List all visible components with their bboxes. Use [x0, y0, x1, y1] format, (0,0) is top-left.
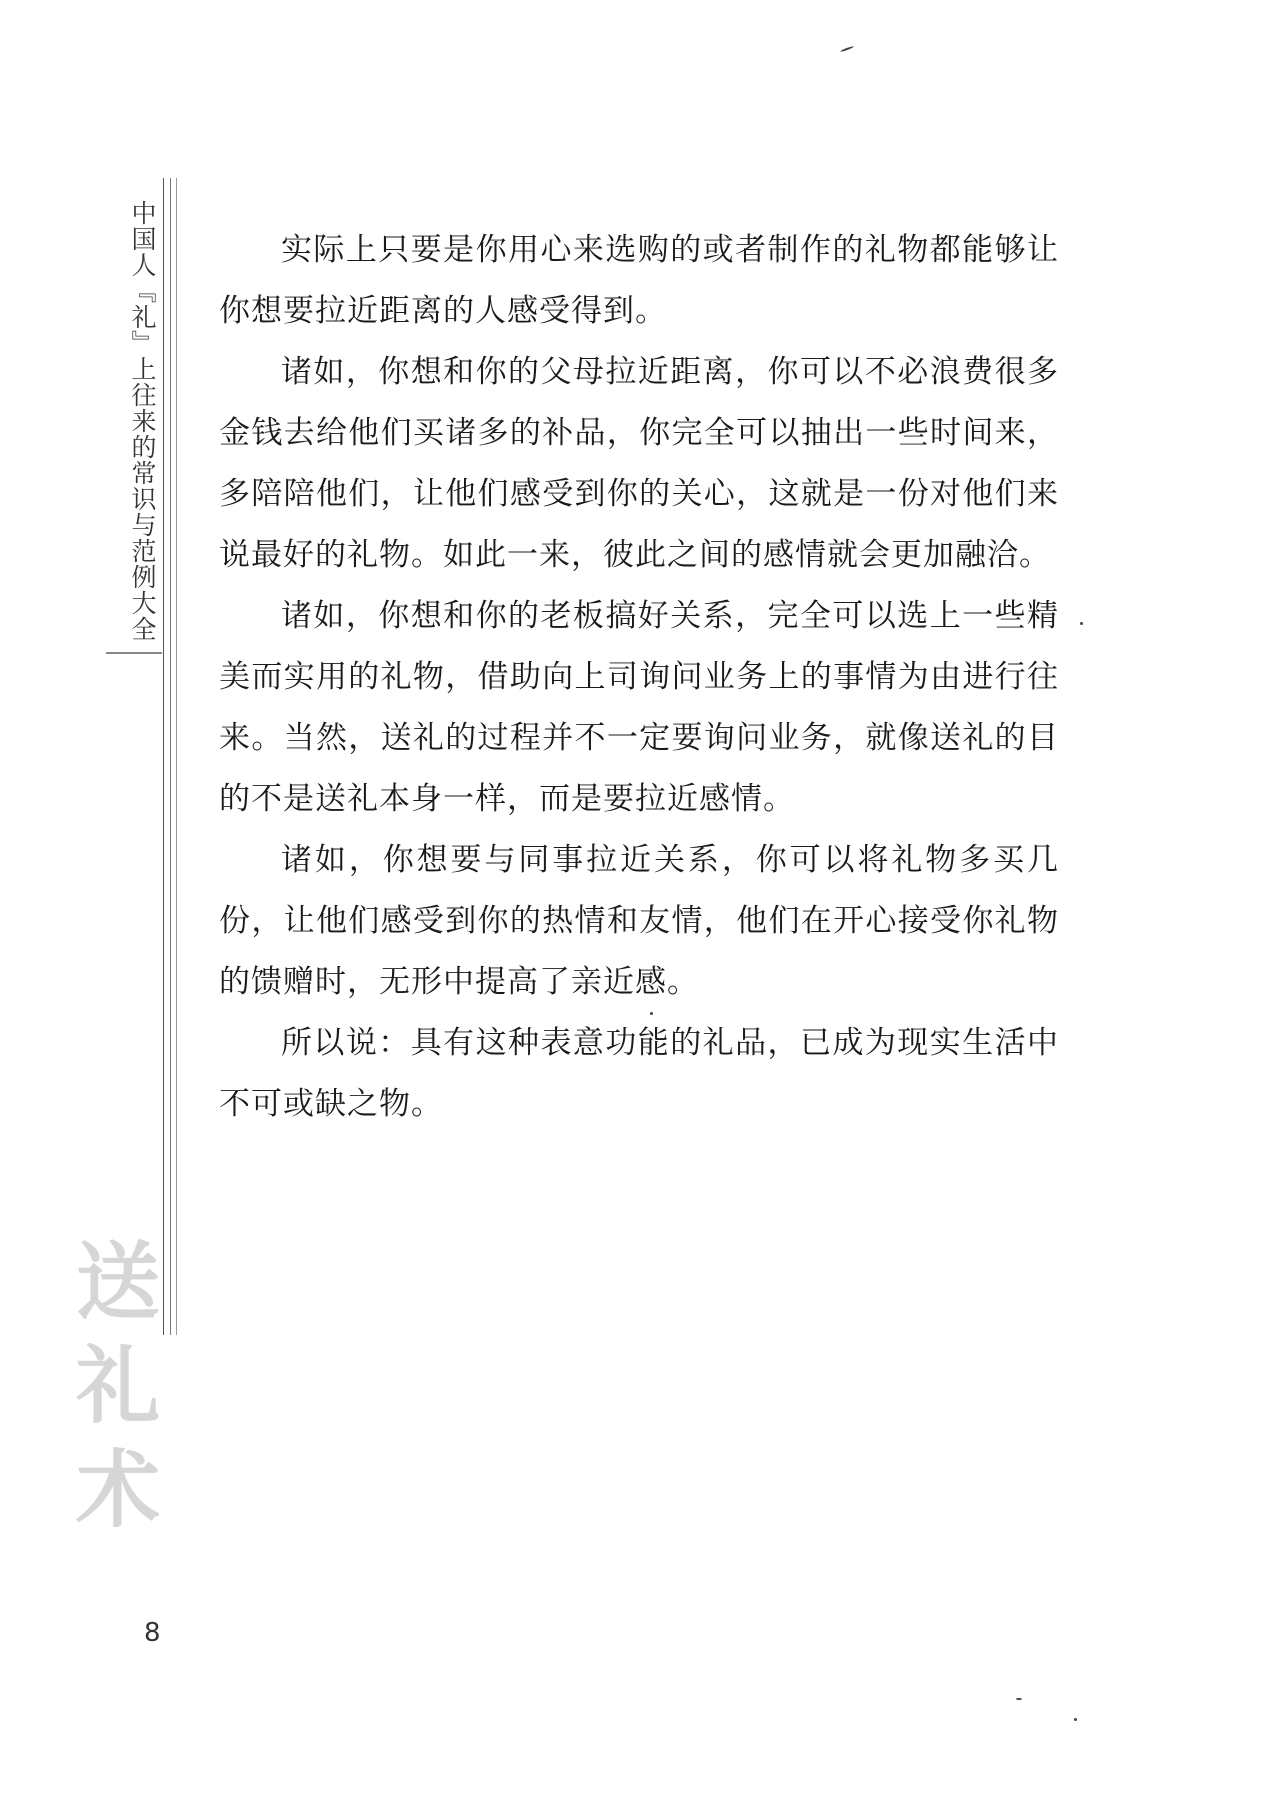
- watermark-char: 术: [75, 1440, 160, 1539]
- running-title: 中国人『礼』上往来的常识与范例大全: [128, 200, 157, 642]
- paragraph: 所以说：具有这种表意功能的礼品，已成为现实生活中不可或缺之物。: [219, 1025, 1059, 1122]
- watermark: [48, 1230, 188, 1542]
- margin-rule: [163, 178, 164, 1335]
- title-underline: [106, 652, 162, 654]
- paragraph: 诸如，你想和你的父母拉近距离，你可以不必浪费很多金钱去给他们买诸多的补品，你完全可以抽出一些时间来，多陪陪他们，让他们感受到你的关心，这就是一份对他们来说最好的礼物。如此一来，彼此之间的感情就会更加融洽。: [219, 354, 1059, 573]
- watermark-char: 礼: [75, 1336, 160, 1435]
- watermark-char: 送: [75, 1232, 160, 1331]
- margin-rule: [170, 178, 171, 1335]
- scan-speck: [1016, 1698, 1022, 1700]
- page-number: 8: [144, 1618, 161, 1648]
- paragraph: 诸如，你想和你的老板搞好关系，完全可以选上一些精美而实用的礼物，借助向上司询问业务上的事情为由进行往来。当然，送礼的过程并不一定要询问业务，就像送礼的目的不是送礼本身一样，而是要拉近感情。: [219, 598, 1059, 817]
- scan-speck: [1074, 1718, 1077, 1721]
- margin-rule: [176, 178, 177, 1335]
- scan-speck: [1080, 622, 1083, 625]
- paragraph: 诸如，你想要与同事拉近关系，你可以将礼物多买几份，让他们感受到你的热情和友情，他们在开心接受你礼物的馈赠时，无形中提高了亲近感。: [219, 842, 1059, 1000]
- scan-speck: [840, 46, 854, 53]
- scan-speck: [650, 1012, 653, 1015]
- paragraph: 实际上只要是你用心来选购的或者制作的礼物都能够让你想要拉近距离的人感受得到。: [219, 232, 1059, 329]
- body-text: [219, 220, 1059, 1135]
